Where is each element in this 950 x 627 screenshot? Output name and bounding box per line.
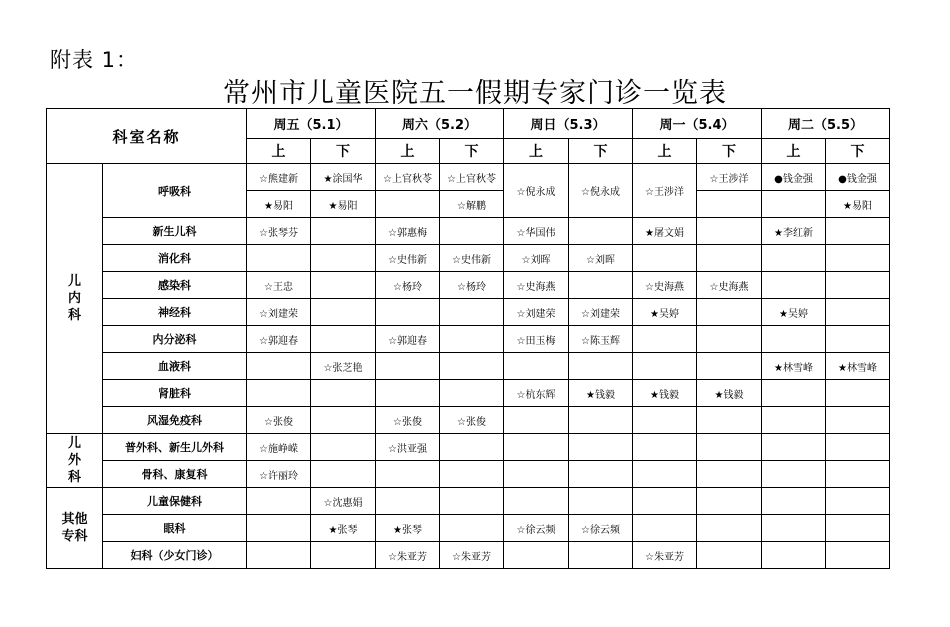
schedule-cell: ☆史海燕 — [697, 272, 762, 299]
pm-header: 下 — [440, 139, 504, 164]
table-row — [47, 380, 890, 407]
schedule-cell — [247, 515, 311, 542]
schedule-cell — [311, 272, 376, 299]
dept-name: 感染科 — [103, 272, 247, 299]
schedule-cell — [762, 380, 826, 407]
schedule-cell — [697, 299, 762, 326]
am-header: 上 — [762, 139, 826, 164]
schedule-cell: ☆刘晖 — [569, 245, 633, 272]
schedule-cell: ☆杭东辉 — [504, 380, 569, 407]
schedule-cell — [697, 515, 762, 542]
schedule-cell: ☆刘建荣 — [247, 299, 311, 326]
schedule-cell: ☆上官秋苓 — [440, 164, 504, 191]
schedule-cell — [569, 353, 633, 380]
dept-name: 神经科 — [103, 299, 247, 326]
schedule-cell — [697, 407, 762, 434]
schedule-cell — [826, 218, 890, 245]
schedule-cell: ★林雪峰 — [826, 353, 890, 380]
schedule-cell: ☆华国伟 — [504, 218, 569, 245]
dept-name: 呼吸科 — [103, 164, 247, 218]
schedule-cell — [697, 488, 762, 515]
schedule-cell — [247, 353, 311, 380]
schedule-cell — [826, 299, 890, 326]
schedule-cell — [311, 299, 376, 326]
dept-name: 普外科、新生儿外科 — [103, 434, 247, 461]
schedule-cell: ☆王忠 — [247, 272, 311, 299]
schedule-cell — [376, 488, 440, 515]
schedule-cell — [440, 299, 504, 326]
schedule-cell — [440, 353, 504, 380]
schedule-cell — [247, 380, 311, 407]
schedule-cell — [697, 353, 762, 380]
schedule-cell — [697, 542, 762, 569]
schedule-cell — [762, 245, 826, 272]
schedule-cell — [440, 434, 504, 461]
schedule-cell — [762, 407, 826, 434]
schedule-cell: ☆张俊 — [247, 407, 311, 434]
am-header: 上 — [247, 139, 311, 164]
schedule-cell: ★吴婷 — [762, 299, 826, 326]
schedule-cell — [504, 542, 569, 569]
schedule-cell — [247, 488, 311, 515]
schedule-cell: ☆王涉洋 — [633, 164, 697, 218]
table-row — [47, 245, 890, 272]
am-header: 上 — [633, 139, 697, 164]
schedule-cell: ☆田玉梅 — [504, 326, 569, 353]
schedule-cell — [826, 488, 890, 515]
schedule-cell — [569, 488, 633, 515]
table-row — [47, 542, 890, 569]
schedule-cell — [826, 515, 890, 542]
schedule-cell — [697, 461, 762, 488]
schedule-cell — [504, 353, 569, 380]
schedule-cell — [504, 461, 569, 488]
schedule-cell: ☆史海燕 — [633, 272, 697, 299]
day-header: 周五（5.1） — [247, 109, 376, 139]
schedule-cell: ☆刘建荣 — [504, 299, 569, 326]
schedule-cell — [826, 245, 890, 272]
header-row-days — [47, 109, 890, 139]
schedule-cell — [376, 461, 440, 488]
schedule-cell: ☆解鹏 — [440, 191, 504, 218]
schedule-cell: ☆史伟新 — [440, 245, 504, 272]
dept-name: 风湿免疫科 — [103, 407, 247, 434]
schedule-cell — [697, 245, 762, 272]
day-header: 周六（5.2） — [376, 109, 504, 139]
schedule-cell: ☆郭迎春 — [376, 326, 440, 353]
schedule-cell: ☆熊建新 — [247, 164, 311, 191]
schedule-cell: ☆徐云频 — [569, 515, 633, 542]
schedule-cell: ☆杨玲 — [440, 272, 504, 299]
day-header: 周二（5.5） — [762, 109, 890, 139]
schedule-cell: ☆张琴芬 — [247, 218, 311, 245]
dept-name: 消化科 — [103, 245, 247, 272]
schedule-cell: ★易阳 — [247, 191, 311, 218]
schedule-cell — [762, 461, 826, 488]
schedule-cell — [440, 218, 504, 245]
schedule-cell: ☆许丽玲 — [247, 461, 311, 488]
group-label: 儿外科 — [47, 434, 103, 488]
schedule-cell — [569, 218, 633, 245]
schedule-cell — [633, 245, 697, 272]
schedule-cell — [762, 515, 826, 542]
schedule-cell: ★钱毅 — [633, 380, 697, 407]
dept-name: 眼科 — [103, 515, 247, 542]
schedule-cell: ☆陈玉辉 — [569, 326, 633, 353]
schedule-cell — [569, 434, 633, 461]
pm-header: 下 — [311, 139, 376, 164]
schedule-cell — [504, 407, 569, 434]
schedule-cell — [376, 191, 440, 218]
schedule-cell: ☆施峥嵘 — [247, 434, 311, 461]
schedule-cell: ☆郭迎春 — [247, 326, 311, 353]
group-label: 儿内科 — [47, 164, 103, 434]
clinic-schedule-table — [46, 108, 890, 569]
schedule-cell — [762, 191, 826, 218]
table-row — [47, 461, 890, 488]
dept-header: 科室名称 — [47, 109, 247, 164]
schedule-cell: ☆刘建荣 — [569, 299, 633, 326]
schedule-cell: ☆王涉洋 — [697, 164, 762, 191]
dept-name: 儿童保健科 — [103, 488, 247, 515]
schedule-cell — [311, 461, 376, 488]
schedule-cell — [311, 218, 376, 245]
schedule-cell: ★张琴 — [311, 515, 376, 542]
schedule-cell — [376, 299, 440, 326]
schedule-cell: ☆史伟新 — [376, 245, 440, 272]
schedule-cell — [826, 380, 890, 407]
page-title: 常州市儿童医院五一假期专家门诊一览表 — [223, 78, 727, 109]
dept-name: 血液科 — [103, 353, 247, 380]
schedule-cell: ☆朱亚芳 — [376, 542, 440, 569]
schedule-cell: ★李红新 — [762, 218, 826, 245]
schedule-cell: ★易阳 — [311, 191, 376, 218]
day-header: 周一（5.4） — [633, 109, 762, 139]
schedule-cell — [440, 380, 504, 407]
schedule-cell — [311, 407, 376, 434]
schedule-cell — [697, 326, 762, 353]
schedule-cell — [376, 380, 440, 407]
table-row — [47, 434, 890, 461]
table-row — [47, 218, 890, 245]
schedule-cell: ★易阳 — [826, 191, 890, 218]
schedule-cell: ☆刘晖 — [504, 245, 569, 272]
schedule-cell — [697, 218, 762, 245]
dept-name: 妇科（少女门诊） — [103, 542, 247, 569]
table-row — [47, 407, 890, 434]
table-row — [47, 272, 890, 299]
schedule-cell — [311, 434, 376, 461]
table-row — [47, 488, 890, 515]
schedule-cell — [311, 380, 376, 407]
schedule-cell: ☆倪永成 — [504, 164, 569, 218]
schedule-cell: ☆朱亚芳 — [440, 542, 504, 569]
table-caption: 附表 1： — [50, 48, 139, 72]
schedule-cell — [697, 191, 762, 218]
schedule-cell — [440, 515, 504, 542]
schedule-cell: ☆张俊 — [440, 407, 504, 434]
schedule-cell: ☆徐云频 — [504, 515, 569, 542]
schedule-cell: ☆朱亚芳 — [633, 542, 697, 569]
schedule-cell — [762, 272, 826, 299]
schedule-cell — [311, 326, 376, 353]
schedule-cell: ☆张芝艳 — [311, 353, 376, 380]
dept-name: 新生儿科 — [103, 218, 247, 245]
schedule-cell — [440, 326, 504, 353]
schedule-cell — [440, 488, 504, 515]
schedule-cell: ☆郭惠梅 — [376, 218, 440, 245]
schedule-cell — [311, 542, 376, 569]
schedule-cell: ★涂国华 — [311, 164, 376, 191]
dept-name: 肾脏科 — [103, 380, 247, 407]
schedule-cell — [826, 434, 890, 461]
schedule-cell — [826, 542, 890, 569]
schedule-cell — [633, 515, 697, 542]
schedule-cell — [826, 272, 890, 299]
am-header: 上 — [376, 139, 440, 164]
schedule-cell — [633, 488, 697, 515]
table-row — [47, 299, 890, 326]
dept-name: 内分泌科 — [103, 326, 247, 353]
table-row — [47, 326, 890, 353]
schedule-cell — [376, 353, 440, 380]
schedule-cell — [826, 407, 890, 434]
schedule-cell: ☆杨玲 — [376, 272, 440, 299]
schedule-cell — [633, 353, 697, 380]
schedule-cell: ☆上官秋苓 — [376, 164, 440, 191]
schedule-cell: ★钱毅 — [697, 380, 762, 407]
table-row — [47, 164, 890, 191]
am-header: 上 — [504, 139, 569, 164]
schedule-cell — [633, 407, 697, 434]
schedule-cell — [826, 326, 890, 353]
schedule-cell — [762, 542, 826, 569]
schedule-cell — [569, 272, 633, 299]
schedule-cell — [504, 488, 569, 515]
schedule-cell: ☆沈惠娟 — [311, 488, 376, 515]
schedule-cell: ★林雪峰 — [762, 353, 826, 380]
table-row — [47, 515, 890, 542]
schedule-cell: ☆史海燕 — [504, 272, 569, 299]
schedule-cell — [569, 407, 633, 434]
schedule-cell — [762, 326, 826, 353]
schedule-cell — [247, 245, 311, 272]
schedule-cell: ★屠文娟 — [633, 218, 697, 245]
schedule-cell — [762, 434, 826, 461]
schedule-cell: ★吴婷 — [633, 299, 697, 326]
schedule-cell — [762, 488, 826, 515]
schedule-cell: ★张琴 — [376, 515, 440, 542]
schedule-cell: ☆倪永成 — [569, 164, 633, 218]
schedule-cell — [247, 542, 311, 569]
dept-name: 骨科、康复科 — [103, 461, 247, 488]
pm-header: 下 — [569, 139, 633, 164]
schedule-cell: ●钱金强 — [826, 164, 890, 191]
schedule-cell: ☆张俊 — [376, 407, 440, 434]
schedule-cell: ★钱毅 — [569, 380, 633, 407]
schedule-cell — [633, 461, 697, 488]
schedule-cell — [311, 245, 376, 272]
schedule-cell — [633, 326, 697, 353]
schedule-cell — [697, 434, 762, 461]
table-row — [47, 353, 890, 380]
schedule-cell — [504, 434, 569, 461]
schedule-cell — [440, 461, 504, 488]
schedule-cell — [633, 434, 697, 461]
pm-header: 下 — [826, 139, 890, 164]
schedule-cell — [569, 542, 633, 569]
schedule-cell: ☆洪亚强 — [376, 434, 440, 461]
group-label: 其他专科 — [47, 488, 103, 569]
day-header: 周日（5.3） — [504, 109, 633, 139]
pm-header: 下 — [697, 139, 762, 164]
schedule-cell — [826, 461, 890, 488]
schedule-cell — [569, 461, 633, 488]
schedule-cell: ●钱金强 — [762, 164, 826, 191]
